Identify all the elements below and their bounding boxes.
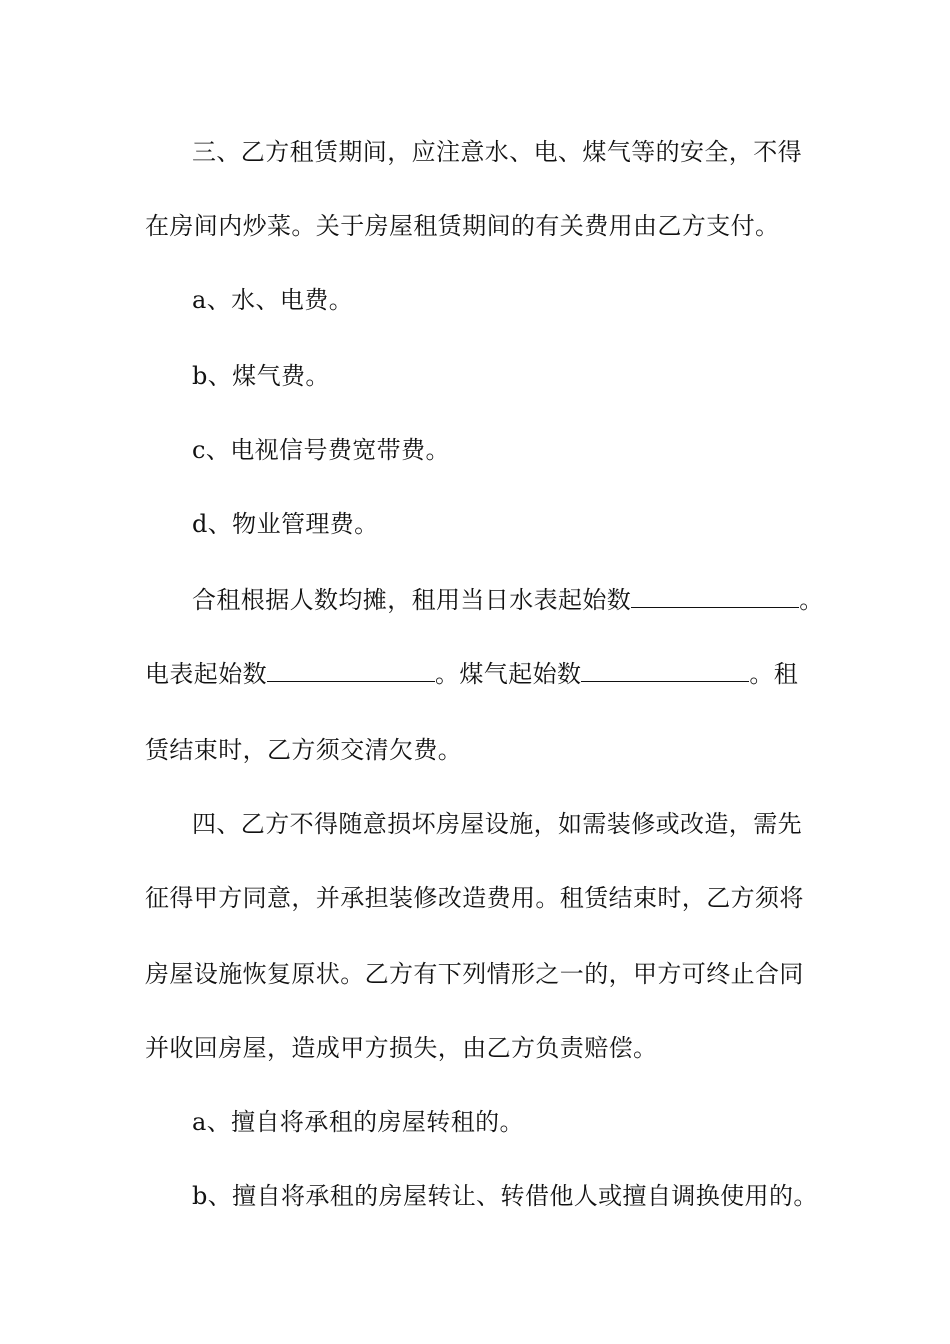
list-item-b-gas: b、煤气费。 [192,362,330,390]
paragraph-3-line-2: 在房间内炒菜。关于房屋租赁期间的有关费用由乙方支付。 [145,212,780,240]
meter-line-1 [192,584,872,616]
electric-meter-label: 电表起始数 [145,660,267,688]
list-item-d-property: d、物业管理费。 [192,510,379,538]
paragraph-4-line-3: 房屋设施恢复原状。乙方有下列情形之一的，甲方可终止合同 [145,960,804,988]
list-item-a-utilities: a、水、电费。 [192,286,354,314]
list-item-c-tv-broadband: c、电视信号费宽带费。 [192,436,450,464]
meter-line-2 [145,658,825,690]
electric-meter-blank [267,659,435,682]
list-item-b-transfer: b、擅自将承租的房屋转让、转借他人或擅自调换使用的。 [192,1182,818,1210]
gas-meter-label: 。煤气起始数 [435,660,582,688]
meter-line-2-end: 。租 [749,660,799,688]
paragraph-4-line-4: 并收回房屋，造成甲方损失，由乙方负责赔偿。 [145,1034,658,1062]
gas-meter-blank [581,659,749,682]
water-meter-blank [631,585,799,608]
paragraph-3-line-1: 三、乙方租赁期间，应注意水、电、煤气等的安全，不得 [192,138,802,166]
water-meter-end: 。 [799,586,824,614]
list-item-a-sublet: a、擅自将承租的房屋转租的。 [192,1108,524,1136]
paragraph-4-line-2: 征得甲方同意，并承担装修改造费用。租赁结束时，乙方须将 [145,884,804,912]
paragraph-4-line-1: 四、乙方不得随意损坏房屋设施，如需装修或改造，需先 [192,810,802,838]
water-meter-label: 合租根据人数均摊，租用当日水表起始数 [192,586,632,614]
meter-line-3: 赁结束时，乙方须交清欠费。 [145,736,463,764]
